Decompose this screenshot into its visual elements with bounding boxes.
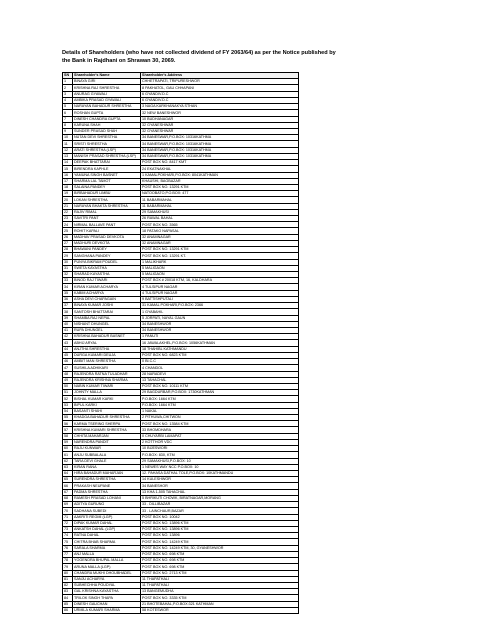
cell-shareholder-address: 13 TAHACHAL (141, 377, 299, 383)
cell-shareholder-name: NISHANT DHUNGEL (73, 321, 141, 327)
cell-shareholder-name: PRAKASH NEUPANE (73, 483, 141, 489)
cell-shareholder-name: ANJ MALLA (73, 551, 141, 557)
cell-sn: 10 (63, 135, 73, 141)
cell-shareholder-name: JOHNTY MALLA (73, 390, 141, 396)
cell-shareholder-address: 13 BANGEMUDHA (141, 589, 299, 595)
cell-shareholder-address: 18 THAHIBL KATHMANDU (141, 346, 299, 352)
cell-shareholder-name: RAJIV RIMAL (73, 209, 141, 215)
cell-sn: 48 (63, 371, 73, 377)
cell-shareholder-name: SHARMA LAL TAMOT (73, 178, 141, 184)
cell-shareholder-address: POST BOX NO. 10111 KTM (141, 383, 299, 389)
cell-shareholder-address: 6 GYANDIV.D.C (141, 97, 299, 103)
cell-shareholder-address: 29 SAMAKHUSI (141, 209, 299, 215)
cell-shareholder-address: 34 BANESHWOR (141, 321, 299, 327)
cell-shareholder-address: 13 KHA 1-505 TAHACHAL (141, 489, 299, 495)
cell-sn: 26 (63, 234, 73, 240)
cell-shareholder-name: CHHITA MAHARJAN (73, 433, 141, 439)
cell-shareholder-address: 34 BANESHWOR (141, 327, 299, 333)
cell-sn: 14 (63, 160, 73, 166)
cell-shareholder-address: 34 BANESWAR,P.O.BOX: 10316KATHMA (141, 153, 299, 159)
cell-sn: 22 (63, 209, 73, 215)
cell-shareholder-name: AMBIT MAN SHRESTHA (73, 359, 141, 365)
cell-sn: 67 (63, 489, 73, 495)
cell-sn: 18 (63, 184, 73, 190)
cell-shareholder-name: KIRAN KUMAR ACHARYA (73, 284, 141, 290)
cell-shareholder-name: MADHURI DEVKOTA (73, 240, 141, 246)
cell-shareholder-address: 1 KAMALPOKHARI,P.O.BOX: 8041KATHMAN (141, 172, 299, 178)
cell-shareholder-address: 8 PAKHATOL, GAU CHHAPANI (141, 85, 299, 91)
cell-sn: 12 (63, 147, 73, 153)
cell-sn: 59 (63, 439, 73, 445)
cell-shareholder-address: 4 TULSIPUR NAGAR (141, 290, 299, 296)
cell-sn: 23 (63, 216, 73, 222)
cell-shareholder-address: POST BOX NO. 8417 KMT (141, 160, 299, 166)
cell-shareholder-name: SANJU ACHARYA (73, 576, 141, 582)
cell-shareholder-address: POST BOX NO. 698 KTM (141, 564, 299, 570)
cell-shareholder-address: 14 KULESHWOR (141, 477, 299, 483)
cell-sn: 24 (63, 222, 73, 228)
cell-shareholder-name: SWETA KAYASTHA (73, 265, 141, 271)
cell-sn: 86 (63, 607, 73, 613)
cell-shareholder-address: 33 . LAINCHAUR,BAZAR (141, 508, 299, 514)
cell-sn: 78 (63, 558, 73, 564)
cell-sn: 84 (63, 595, 73, 601)
cell-shareholder-name: SANGHANA PANDEY (73, 253, 141, 259)
cell-shareholder-name: ASHA DEVI CHAPAGAIN (73, 296, 141, 302)
cell-shareholder-name: ANJTHA SHRESTHA (73, 346, 141, 352)
cell-shareholder-address: P.O.BOX: 1664 KTM (141, 396, 299, 402)
cell-shareholder-address: 33 BHOMDHARA (141, 427, 299, 433)
cell-shareholder-name: SADHANA SUBEDI (73, 508, 141, 514)
cell-shareholder-address: 32 GYANESHWAR (141, 122, 299, 128)
cell-sn: 52 (63, 396, 73, 402)
cell-sn: 2 (63, 85, 73, 91)
cell-sn: 31 (63, 265, 73, 271)
cell-sn: 43 (63, 340, 73, 346)
cell-shareholder-address: CHHETRAPATI, TRIPURESHWOR (141, 79, 299, 85)
cell-shareholder-name: SURENDRA SHRESTHA (73, 477, 141, 483)
cell-shareholder-name: KRISHNA RAJ SHRESTHA (73, 85, 141, 91)
cell-shareholder-address: POST BOX NO. 2713 KTM (141, 570, 299, 576)
cell-shareholder-name: LOKAN SHRESTHA (73, 197, 141, 203)
cell-shareholder-name: RUPA DHUNGEL (73, 327, 141, 333)
cell-sn: 71 (63, 514, 73, 520)
cell-shareholder-address: 11 THAPATHALI (141, 576, 299, 582)
cell-shareholder-address: 12. PAHASA DATHAL TOLE,P.O.BOX: 10KATHMANDU (141, 471, 299, 477)
cell-shareholder-name: SHAMBA RAJ NEPAL (73, 315, 141, 321)
cell-shareholder-name: KARMA TSERING SHERPA (73, 421, 141, 427)
cell-shareholder-name: BIRENDRA KAPHLE (73, 166, 141, 172)
cell-shareholder-name: ARATI SHRESTHA (LSP) (73, 147, 141, 153)
cell-sn: 25 (63, 228, 73, 234)
cell-shareholder-name: DURGA KUMARI DEUJA (73, 352, 141, 358)
cell-shareholder-address: 11 BABARMAHAL (141, 197, 299, 203)
cell-shareholder-name: KARUNA SHAH (73, 122, 141, 128)
cell-shareholder-name: SALAINA PANDEY (73, 184, 141, 190)
cell-sn: 68 (63, 495, 73, 501)
cell-shareholder-address: 4 TULSIPUR NAGAR (141, 284, 299, 290)
cell-sn: 55 (63, 415, 73, 421)
cell-shareholder-address: 34 BANESWAR,P.O.BOX: 10316KATHMA (141, 135, 299, 141)
cell-sn: 50 (63, 383, 73, 389)
cell-shareholder-name: ROHIT KAPALI (73, 228, 141, 234)
cell-shareholder-name: ABHIJ ARYAL (73, 340, 141, 346)
cell-shareholder-address: 32 ANAMNAGAR (141, 240, 299, 246)
cell-shareholder-address: 1 GYABAHIL (141, 309, 299, 315)
cell-sn: 81 (63, 576, 73, 582)
cell-sn: 57 (63, 427, 73, 433)
table-body (63, 79, 299, 614)
cell-shareholder-name: DEEPAK BHATTARAI (73, 160, 141, 166)
cell-shareholder-name: ADITYA GURUNG (73, 502, 141, 508)
cell-shareholder-address: 4 CHANDOL (141, 365, 299, 371)
cell-sn: 63 (63, 464, 73, 470)
cell-sn: 36 (63, 296, 73, 302)
cell-sn: 37 (63, 303, 73, 309)
cell-sn: 46 (63, 359, 73, 365)
cell-sn: 34 (63, 284, 73, 290)
cell-shareholder-name: NARAYAN BHAKTA SHRESTHA (73, 203, 141, 209)
cell-sn: 6 (63, 110, 73, 116)
cell-shareholder-name: SANTOSH BHATTARAI (73, 309, 141, 315)
cell-shareholder-address: 1 MALIKHARK (141, 259, 299, 265)
cell-sn: 53 (63, 402, 73, 408)
cell-shareholder-name: NABIN KUMAR TIWARI (73, 383, 141, 389)
cell-sn: 82 (63, 582, 73, 588)
cell-sn: 79 (63, 564, 73, 570)
cell-shareholder-address: 5 MALIGAON (141, 272, 299, 278)
cell-shareholder-address: POST BOX NO. 698 KTM (141, 551, 299, 557)
cell-shareholder-name: ROSHAN GUPTA (73, 110, 141, 116)
cell-shareholder-address: POST BOX NO. 698 KTM (141, 558, 299, 564)
cell-shareholder-address: 0 BI.C.C (141, 359, 299, 365)
cell-shareholder-name: ARUNA MALLA (LGP) (73, 564, 141, 570)
cell-shareholder-name: SRISTI SHRESTHA (73, 141, 141, 147)
cell-shareholder-address: POST BOX NO. 13896 KTM (141, 520, 299, 526)
cell-sn: 69 (63, 502, 73, 508)
cell-shareholder-name: SUNDER PRASAD SHAH (73, 128, 141, 134)
cell-shareholder-name: HIRA BAHADUR MAHARJAN (73, 471, 141, 477)
heading-line-1: Details of Shareholders (who have not collected dividend of FY 2063/64) as per the Notice published by (62, 50, 336, 56)
cell-shareholder-address: POST BOX NO. 13291 KTM (141, 184, 299, 190)
cell-shareholder-address: 5 BHRIKUTI CHOWK, BIRATNAGAR,MORANG (141, 495, 299, 501)
cell-sn: 76 (63, 545, 73, 551)
cell-sn: 3 (63, 91, 73, 97)
cell-sn: 35 (63, 290, 73, 296)
cell-shareholder-address: POST BOX NO. 13896 KTM (141, 526, 299, 532)
cell-sn: 29 (63, 253, 73, 259)
cell-shareholder-address: POST BOX NO. 13291 KT. (141, 253, 299, 259)
cell-shareholder-name: NUTAN DEVI SHRESTHA (73, 135, 141, 141)
cell-shareholder-address: POST BOX NO. 3565 (141, 222, 299, 228)
cell-sn: 32 (63, 272, 73, 278)
cell-shareholder-name: BINAYA KUMAR JOSHI (73, 303, 141, 309)
cell-sn: 13 (63, 153, 73, 159)
cell-sn: 73 (63, 526, 73, 532)
cell-shareholder-name: ANURAG GYAWALI (73, 91, 141, 97)
document-heading (62, 49, 442, 65)
cell-sn: 64 (63, 471, 73, 477)
cell-sn: 38 (63, 309, 73, 315)
cell-shareholder-address: P.O.BOX: 1664 KTM (141, 402, 299, 408)
cell-shareholder-address: 21 BHOTEBAHAL,P.O.BOX:321 KATHMAN (141, 601, 299, 607)
cell-shareholder-address: 10 BUDHANAGAR (141, 116, 299, 122)
cell-sn: 58 (63, 433, 73, 439)
cell-shareholder-address: 24 EKATNAKHAL (141, 166, 299, 172)
cell-sn: 4 (63, 97, 73, 103)
cell-shareholder-name: SAVITRI PANT (73, 216, 141, 222)
cell-shareholder-name: KIRAN RANA (73, 464, 141, 470)
cell-shareholder-name: RAJENDRA RATNA TULADHAR (73, 371, 141, 377)
cell-sn: 5 (63, 104, 73, 110)
cell-sn: 17 (63, 178, 73, 184)
cell-sn: 1 (63, 79, 73, 85)
cell-shareholder-name: NARENDRA PANDIT (73, 439, 141, 445)
cell-sn: 16 (63, 172, 73, 178)
cell-shareholder-name: CHANDRA MUKHI DHOUBHADEL (73, 570, 141, 576)
cell-shareholder-name: AAKRITI REGMI (LGP) (73, 514, 141, 520)
cell-shareholder-address: 5 MALIGAON (141, 265, 299, 271)
cell-shareholder-address: POST BOX NO. 13584 KTM (141, 421, 299, 427)
cell-shareholder-name: ANKATSH DAHAL (LGP) (73, 526, 141, 532)
cell-shareholder-name: PUNYA BIKRAM POUDEL (73, 259, 141, 265)
cell-shareholder-address: 32 GYANESHWAR (141, 128, 299, 134)
cell-shareholder-name: CHITRA BHAB SHARMA (73, 539, 141, 545)
cell-sn: 51 (63, 390, 73, 396)
cell-sn: 20 (63, 197, 73, 203)
cell-sn: 54 (63, 408, 73, 414)
cell-sn: 44 (63, 346, 73, 352)
cell-shareholder-name: NIRMAL BALLAVE PANT (73, 222, 141, 228)
cell-shareholder-address: 28 NARADEVI (141, 371, 299, 377)
cell-shareholder-address: KHAUSHI, BAGBAZAR (141, 178, 299, 184)
cell-shareholder-name: BHAWANI PANDEY (73, 247, 141, 253)
cell-sn: 75 (63, 539, 73, 545)
cell-shareholder-name: MANISH PRASAD SHRESTHA (LSP) (73, 153, 141, 159)
cell-sn: 33 (63, 278, 73, 284)
heading-line-2: the Bank in Rajdhani on Shrawan 30, 2069. (62, 58, 176, 64)
cell-sn: 83 (63, 589, 73, 595)
cell-shareholder-address: POST BOX NO. 14249 KTM, 30, GYANESHWOR (141, 545, 299, 551)
cell-shareholder-name: YAMUNA SINGH BASNET (73, 172, 141, 178)
cell-shareholder-name: SUBHECHHA POUDYAL (73, 582, 141, 588)
cell-shareholder-address: POST BOX NO. 13291 KTM (141, 247, 299, 253)
cell-shareholder-name: MADHAV PRASAD DEVKOTA (73, 234, 141, 240)
cell-shareholder-address: POST BOX NO. 6823 KTM (141, 352, 299, 358)
cell-shareholder-name: NARAYAN BAHADUR SHRESTHA (73, 104, 141, 110)
cell-sn: 11 (63, 141, 73, 147)
cell-shareholder-name: RAMESH PRASAD LOHANI (73, 495, 141, 501)
cell-shareholder-name: RAJENDRA KRISHNA SHARMA (73, 377, 141, 383)
cell-shareholder-address: POST BOX NO. 13896 (141, 533, 299, 539)
cell-sn: 9 (63, 128, 73, 134)
cell-shareholder-name: RAJU KUNWAR (73, 446, 141, 452)
cell-sn: 21 (63, 203, 73, 209)
cell-sn: 19 (63, 191, 73, 197)
cell-shareholder-address: 34 BANESWAR,P.O.BOX: 10316KATHMA (141, 141, 299, 147)
cell-shareholder-name: GAL KRISHNA KAYASTHA (73, 589, 141, 595)
cell-shareholder-name: TRILOK SINGH THAPA (73, 595, 141, 601)
cell-shareholder-address: 31 KAMAL POKHARI,P.O.BOX: 2366 (141, 303, 299, 309)
cell-shareholder-address: 33 . DILLIBAZAR (141, 502, 299, 508)
cell-sn: 66 (63, 483, 73, 489)
cell-sn: 77 (63, 551, 73, 557)
header-address: Shareholder's Address (141, 73, 299, 79)
cell-shareholder-name: KHADGA BAHADUR SHRESTHA (73, 415, 141, 421)
cell-sn: 74 (63, 533, 73, 539)
cell-sn: 42 (63, 334, 73, 340)
shareholders-table (62, 72, 299, 614)
cell-sn: 85 (63, 601, 73, 607)
cell-shareholder-address: 29 SAMAKHUSI,P.O.BOX: 10 (141, 458, 299, 464)
cell-shareholder-name: SARALA SHARMA (73, 545, 141, 551)
cell-shareholder-address: 11 THAPATHALI (141, 582, 299, 588)
cell-sn: 40 (63, 321, 73, 327)
cell-shareholder-address: 34 BANESHOR (141, 483, 299, 489)
cell-shareholder-name: DINESH GAUCHAN (73, 601, 141, 607)
cell-shareholder-name: BINAYA GIRI (73, 79, 141, 85)
cell-shareholder-name: KRISHNA KUMARI SHRESTHA (73, 427, 141, 433)
cell-shareholder-address: 16 JAWALAKHEL,P.O.BOX: 1056KATHMAN (141, 340, 299, 346)
cell-shareholder-name: SUSHILA ADHIKARI (73, 365, 141, 371)
cell-shareholder-address: NATOOBATO,P.O.BOX: 477 (141, 191, 299, 197)
cell-shareholder-address: 2 KOTTHOR VDC (141, 439, 299, 445)
cell-shareholder-address: 18 PATAKO NAPASAL (141, 228, 299, 234)
cell-sn: 7 (63, 116, 73, 122)
table-row (63, 607, 299, 613)
header-sn: SN (63, 73, 73, 79)
cell-sn: 39 (63, 315, 73, 321)
cell-shareholder-name: BASANTI SHAHI (73, 408, 141, 414)
cell-shareholder-address: 58 KOTESWOR (141, 607, 299, 613)
cell-shareholder-address: 1 NEWES WAY NCC P.O.BOX: 10 (141, 464, 299, 470)
cell-shareholder-name: PADMA SHRESTHA (73, 489, 141, 495)
cell-shareholder-address: POST BOX NO. 3335 KTM (141, 595, 299, 601)
cell-shareholder-name: SHARAD KAYASTHA (73, 272, 141, 278)
cell-sn: 27 (63, 240, 73, 246)
cell-shareholder-address: POST BOX NO. 14249 KTM (141, 539, 299, 545)
cell-shareholder-address: P.O.BOX: 830, KTM (141, 452, 299, 458)
cell-shareholder-name: TARA DEVI GHALE (73, 458, 141, 464)
cell-sn: 28 (63, 247, 73, 253)
cell-shareholder-address: 2 PITHUWA,CHITWON (141, 415, 299, 421)
cell-sn: 70 (63, 508, 73, 514)
cell-shareholder-name: AMBIKA PRASAD GYAWALI (73, 97, 141, 103)
cell-sn: 61 (63, 452, 73, 458)
cell-sn: 72 (63, 520, 73, 526)
cell-shareholder-name: ANJU SUBBALALA (73, 452, 141, 458)
cell-sn: 80 (63, 570, 73, 576)
cell-sn: 41 (63, 327, 73, 333)
cell-shareholder-name: YOGENDRA BHUPAL MALLA (73, 558, 141, 564)
cell-sn: 49 (63, 377, 73, 383)
cell-shareholder-address: 32 NEW BANESHWOR (141, 110, 299, 116)
cell-sn: 65 (63, 477, 73, 483)
cell-shareholder-name: URMILA KUMARI SHARMA (73, 607, 141, 613)
cell-sn: 45 (63, 352, 73, 358)
cell-shareholder-address: 6 GYANDIV.D.C (141, 91, 299, 97)
cell-sn: 56 (63, 421, 73, 427)
cell-shareholder-address: 9 BATTISHPUTALI (141, 296, 299, 302)
cell-shareholder-name: DIPAK KUMAR DAHAL (73, 520, 141, 526)
cell-sn: 62 (63, 458, 73, 464)
cell-shareholder-name: RATNA DAHAL (73, 533, 141, 539)
cell-shareholder-address: 1 NAKAL (141, 408, 299, 414)
cell-shareholder-address: 29 BAGDURBAR,P.O.BOX: 1730KATHMAN (141, 390, 299, 396)
cell-shareholder-address: 32 ANAMNAGAR (141, 234, 299, 240)
cell-shareholder-address: 5 JORPATI, NAYAL GAUN (141, 315, 299, 321)
cell-shareholder-address: 10 BIJESWORI (141, 446, 299, 452)
cell-shareholder-name: BINOD RAJ TIWARI (73, 278, 141, 284)
cell-shareholder-address: 1 PANUTI (141, 334, 299, 340)
cell-shareholder-name: BISHAL KUMAR KARKI (73, 396, 141, 402)
cell-shareholder-name: KABIM ACHARYA (73, 290, 141, 296)
cell-sn: 15 (63, 166, 73, 172)
cell-shareholder-address: 0 CHUYARBI LAMAPAT (141, 433, 299, 439)
cell-shareholder-name: KRISHNA BAHADUR BASNET (73, 334, 141, 340)
cell-shareholder-name: DINESH CHANDRA GUPTA (73, 116, 141, 122)
cell-shareholder-name: BIPUL KARKI (73, 402, 141, 408)
cell-sn: 8 (63, 122, 73, 128)
cell-sn: 60 (63, 446, 73, 452)
cell-shareholder-name: BIRBAHADUR LIMBU (73, 191, 141, 197)
cell-shareholder-address: 3 NAGA KARKHANAKYA STHAN (141, 104, 299, 110)
header-name: Shareholder's Name (73, 73, 141, 79)
cell-shareholder-address: 11 BABARMAHAL (141, 203, 299, 209)
cell-shareholder-address: 26 RAWAL BAHAL (141, 216, 299, 222)
cell-sn: 47 (63, 365, 73, 371)
cell-shareholder-address: 34 BANESWAR,P.O.BOX: 10316KATHMA (141, 147, 299, 153)
cell-shareholder-address: POST BOX NO. 10042 (141, 514, 299, 520)
cell-shareholder-address: POST BOX # 20018 KTM, 16, KALDHARA (141, 278, 299, 284)
cell-sn: 30 (63, 259, 73, 265)
